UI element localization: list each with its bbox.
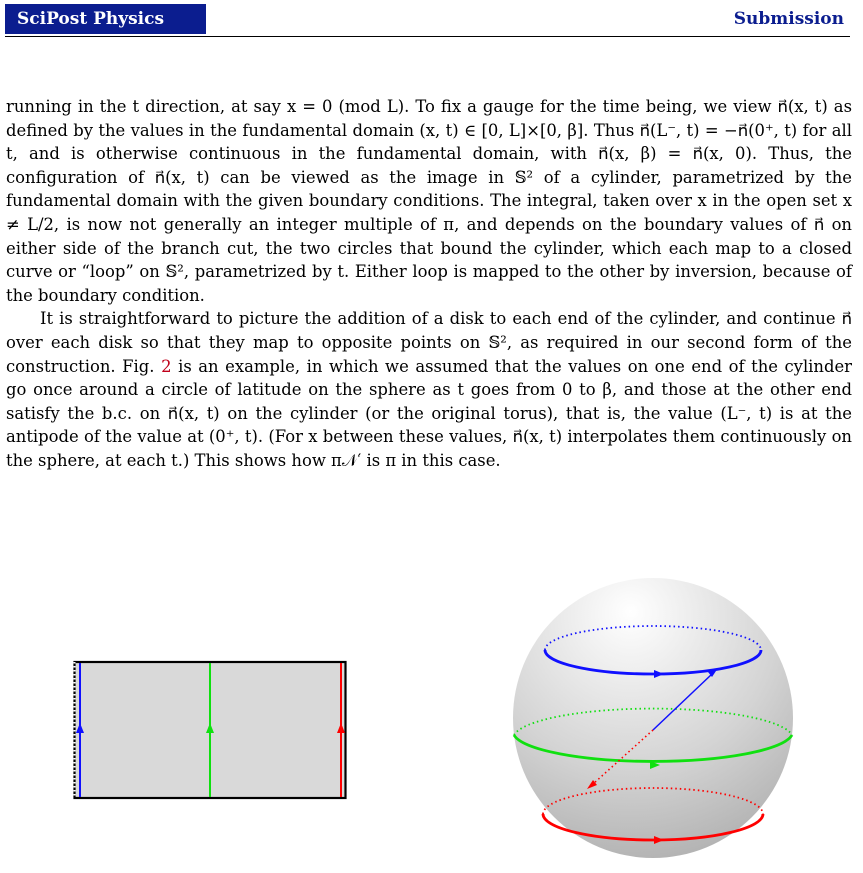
figure-reference-link[interactable]: 2 (161, 356, 172, 376)
fundamental-domain-figure (66, 655, 356, 805)
paragraph-2 (6, 307, 852, 472)
page-header (5, 4, 850, 38)
sphere-figure (505, 560, 805, 870)
body-text (6, 95, 852, 473)
paragraph-2-start: It is straightforward to picture the addition of a disk to each end of the cylinder, and continue n⃗ over each disk so that they map to opposite points on 𝕊², as required in our second form of the construction. Fig. (6, 309, 852, 376)
submission-label: Submission (733, 9, 844, 29)
journal-name: SciPost Physics (5, 4, 206, 34)
paragraph-1: running in the t direction, at say x = 0 (mod L). To fix a gauge for the time being, we view n⃗(x, t) as defined by the values in the fundamental domain (x, t) ∈ [0, L]×[0, β]. Thus n⃗(L⁻, t) = −n⃗(0⁺, t) for all t, and is otherwise continuous in the fundamental domain, with n⃗(x, β) = n⃗(x, 0). Thus, the configuration of n⃗(x, t) can be viewed as the image in 𝕊² of a cylinder, parametrized by the fundamental domain with the given boundary conditions. The integral, taken over x in the open set x ≠ L/2, is now not generally an integer multiple of π, and depends on the boundary values of n⃗ on either side of the branch cut, the two circles that bound the cylinder, which each map to a closed curve or “loop” on 𝕊², parametrized by t. Either loop is mapped to the other by inversion, because of the boundary condition. (6, 97, 852, 305)
paragraph-2-end: is an example, in which we assumed that the values on one end of the cylinder go once around a circle of latitude on the sphere as t goes from 0 to β, and those at the other end satisfy the b.c. on n⃗(x, t) on the cylinder (or the original torus), that is, the value (L⁻, t) is at the antipode of the value at (0⁺, t). (For x between these values, n⃗(x, t) interpolates them continuously on the sphere, at each t.) This shows how π𝒩′ is π in this case. (6, 356, 853, 470)
header-rule (5, 36, 850, 37)
